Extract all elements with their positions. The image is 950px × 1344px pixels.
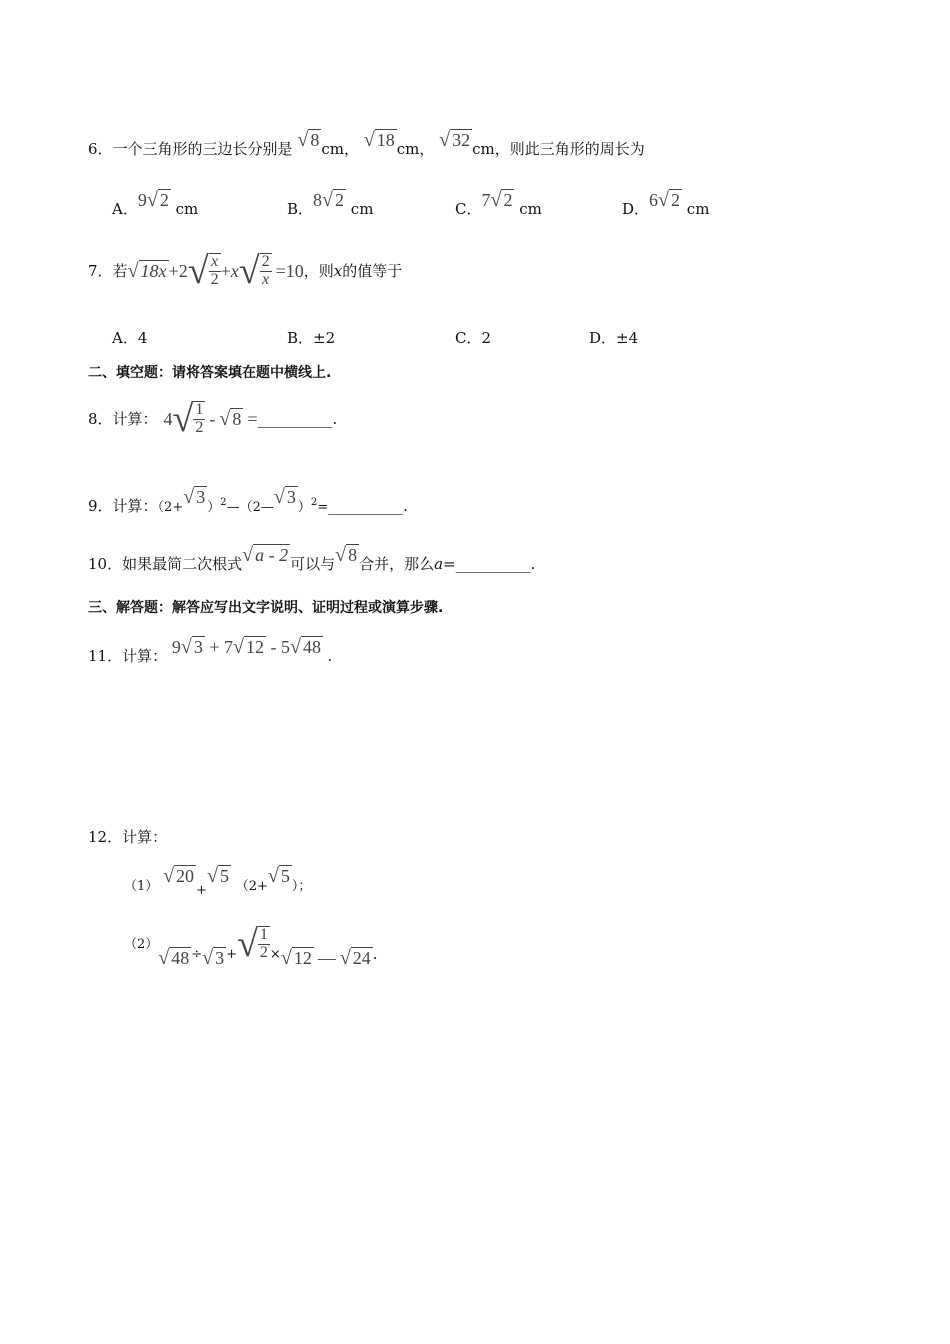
q7-text: 若 [112, 261, 128, 280]
q6-option-c: C．7√ 2 cm [455, 189, 542, 218]
plus: + [220, 261, 231, 281]
sqrt-3: √ 3 [273, 486, 296, 508]
sqrt-12: √ 12 [280, 947, 312, 969]
q12-part-2: （2） √ 48 ÷ √ 3 + √ $\frac{1}{2}$ × √ 12 — √ 24 . [124, 923, 378, 969]
sqrt-5: √ 5 [267, 865, 290, 887]
q6-number: 6． [88, 140, 113, 158]
var-a: a [434, 555, 444, 573]
sqrt-x-over-2: √ $\frac{x}{2}$ [187, 250, 219, 292]
question-11: 11．计算： 9√ 3 + 7√ 12 - 5√ 48 . [88, 636, 333, 665]
sqrt-24: √ 24 [339, 947, 371, 969]
question-9: 9．计算：（2+√ 3）$^2$—（2—√ 3）$^2$=__________. [88, 486, 408, 515]
q7-option-b: B．±2 [287, 329, 336, 347]
q6-text: 一个三角形的三边长分别是 [112, 140, 293, 158]
q7-option-d: D．±4 [589, 329, 639, 347]
section-2-heading: 二、填空题：请将答案填在题中横线上. [88, 365, 332, 381]
q6-option-d: D．6√ 2 cm [622, 189, 710, 218]
q6-text-end: cm，则此三角形的周长为 [472, 140, 645, 158]
question-10: 10．如果最简二次根式√ a - 2 可以与√ 8 合并，那么a=__________. [88, 544, 536, 573]
sqrt-half: √ $\frac{1}{2}$ [172, 398, 204, 440]
sqrt-8: √ 8 [335, 544, 358, 566]
sqrt-48: √ 48 [158, 947, 190, 969]
answer-blank: __________ [257, 409, 333, 428]
section-3-heading: 三、解答题：解答应写出文字说明、证明过程或演算步骤. [88, 600, 444, 616]
question-8: 8．计算： 4 √ $\frac{1}{2}$ - √ 8 = __________ . [88, 398, 338, 440]
q9-number: 9．计算： [88, 497, 158, 515]
question-6 [88, 129, 645, 158]
sqrt-8: √ 8 [297, 129, 320, 151]
sqrt-a-minus-2: √ a - 2 [242, 544, 289, 566]
var-x: x [333, 261, 343, 280]
sqrt-2-over-x: √ $\frac{2}{x}$ [238, 250, 270, 292]
sqrt-5: √ 5 [206, 865, 229, 887]
answer-blank: __________ [328, 497, 404, 515]
sqrt-3: √ 3 [183, 486, 206, 508]
equals: = [247, 409, 258, 429]
sqrt-3: √ 3 [202, 947, 225, 969]
q7-text-c: 的值等于 [342, 261, 403, 280]
question-12: 12．计算： [88, 828, 168, 846]
unit-cm: cm， [396, 140, 435, 158]
sqrt-20: √ 20 [163, 865, 195, 887]
q8-number: 8．计算： [88, 409, 158, 428]
q7-option-a: A．4 [112, 329, 148, 347]
equals-10: =10 [275, 261, 304, 281]
coef-4: 4 [163, 409, 173, 429]
minus: - [209, 409, 216, 429]
sqrt-8: √ 8 [219, 408, 242, 430]
q7-text-b: ，则 [303, 261, 334, 280]
q7-number: 7． [88, 261, 113, 280]
plus-2: +2 [168, 261, 188, 281]
sqrt-18x: √ 18x [127, 260, 167, 282]
sqrt-18: √ 18 [363, 129, 395, 151]
sqrt-half: √ $\frac{1}{2}$ [237, 923, 268, 965]
sqrt-32: √ 32 [439, 129, 471, 151]
q6-option-a: A．9√ 2 cm [112, 189, 199, 218]
q12-part-1: （1） √ 20+√ 5 （2+√ 5）； [124, 865, 312, 898]
q10-number: 10．如果最简二次根式 [88, 555, 243, 573]
unit-cm: cm， [321, 140, 359, 158]
question-7 [88, 252, 402, 290]
q7-option-c: C．2 [455, 329, 492, 347]
q11-number: 11．计算： [88, 647, 168, 665]
q11-expression: 9√ 3 + 7√ 12 - 5√ 48 [171, 636, 321, 658]
q6-option-b: B．8√ 2 cm [287, 189, 374, 218]
var-x: x [230, 261, 239, 281]
answer-blank: __________ [455, 555, 531, 573]
